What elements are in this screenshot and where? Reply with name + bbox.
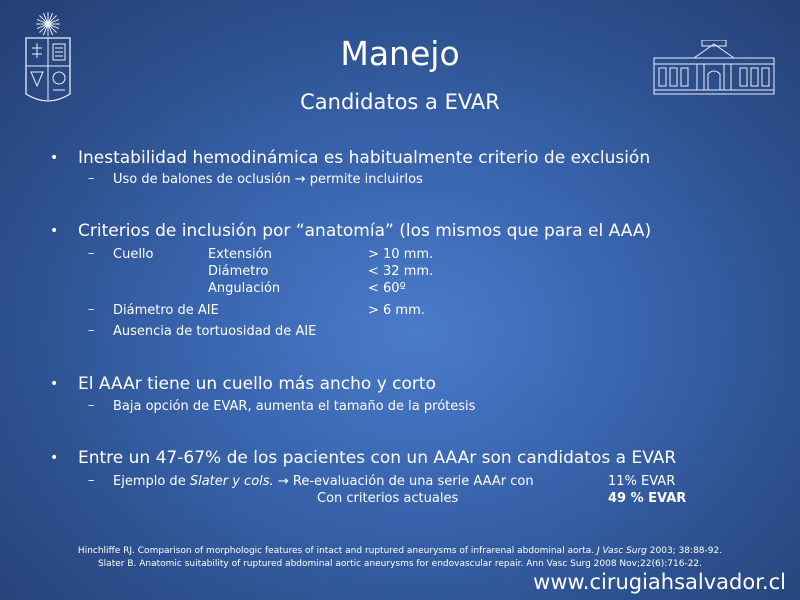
sub-ejemplo-post: Re-evaluación de una serie AAAr con (292, 474, 534, 489)
sub-dash: – (88, 398, 95, 413)
aie-value: > 6 mm. (368, 303, 425, 318)
reference-2: Slater B. Anatomic suitability of ruptured abdominal aortic aneurysms for endovascular repair. Ann Vasc Surg 2008 Nov;22(6):716-22. (97, 559, 703, 569)
reference-1-citation: 2003; 38:88-92. (649, 546, 723, 556)
sub-tortuosidad: Ausencia de tortuosidad de AIE (113, 324, 317, 339)
sub-dash: – (88, 302, 95, 317)
cuello-extension-name: Extensión (208, 247, 272, 262)
bullet-dot: • (50, 376, 59, 392)
sub-dash: – (88, 323, 95, 338)
sub-ejemplo-pre: Ejemplo de (113, 474, 186, 489)
reference-1 (0, 545, 800, 558)
cuello-diametro-value: < 32 mm. (368, 264, 434, 279)
sub-ejemplo-authors: Slater y cols. (189, 474, 274, 489)
sub-dash: – (88, 171, 95, 186)
criterios-actuales: Con criterios actuales (317, 491, 459, 506)
sub-balones-post: permite incluirlos (309, 172, 423, 187)
site-url: www.cirugiahsalvador.cl (533, 570, 786, 594)
bullet-dot: • (50, 450, 59, 466)
cuello-label: Cuello (113, 247, 154, 262)
arrow-icon: → (277, 474, 289, 489)
reference-1-journal: J Vasc Surg (596, 546, 647, 556)
sub-balones-pre: Uso de balones de oclusión (113, 172, 291, 187)
evar-value-2: 49 % EVAR (608, 491, 687, 506)
bullet-dot: • (50, 150, 59, 166)
aie-label: Diámetro de AIE (113, 303, 219, 318)
bullet-text: Inestabilidad hemodinámica es habitualmente criterio de exclusión (78, 148, 651, 168)
references (0, 545, 800, 571)
sub-dash: – (88, 246, 95, 261)
bullet-dot: • (50, 223, 59, 239)
bullet-text: Entre un 47-67% de los pacientes con un AAAr son candidatos a EVAR (78, 448, 677, 468)
bullet-text: El AAAr tiene un cuello más ancho y corto (78, 374, 436, 394)
sub-balones (113, 171, 423, 188)
reference-1-text: Hinchliffe RJ. Comparison of morphologic features of intact and ruptured aneurysms of infrarenal abdominal aorta. (77, 546, 595, 556)
cuello-angulacion-value: < 60º (368, 281, 406, 296)
cuello-diametro-name: Diámetro (208, 264, 269, 279)
evar-value-1: 11% EVAR (608, 474, 676, 489)
bullet-text: Criterios de inclusión por “anatomía” (los mismos que para el AAA) (78, 221, 652, 241)
slide-subtitle: Candidatos a EVAR (300, 90, 500, 114)
slide-title: Manejo (340, 34, 460, 73)
cuello-extension-value: > 10 mm. (368, 247, 434, 262)
sub-baja-opcion: Baja opción de EVAR, aumenta el tamaño de la prótesis (113, 399, 476, 414)
sub-dash: – (88, 473, 95, 488)
sub-ejemplo (113, 473, 534, 490)
cuello-angulacion-name: Angulación (208, 281, 281, 296)
arrow-icon: → (294, 172, 306, 187)
